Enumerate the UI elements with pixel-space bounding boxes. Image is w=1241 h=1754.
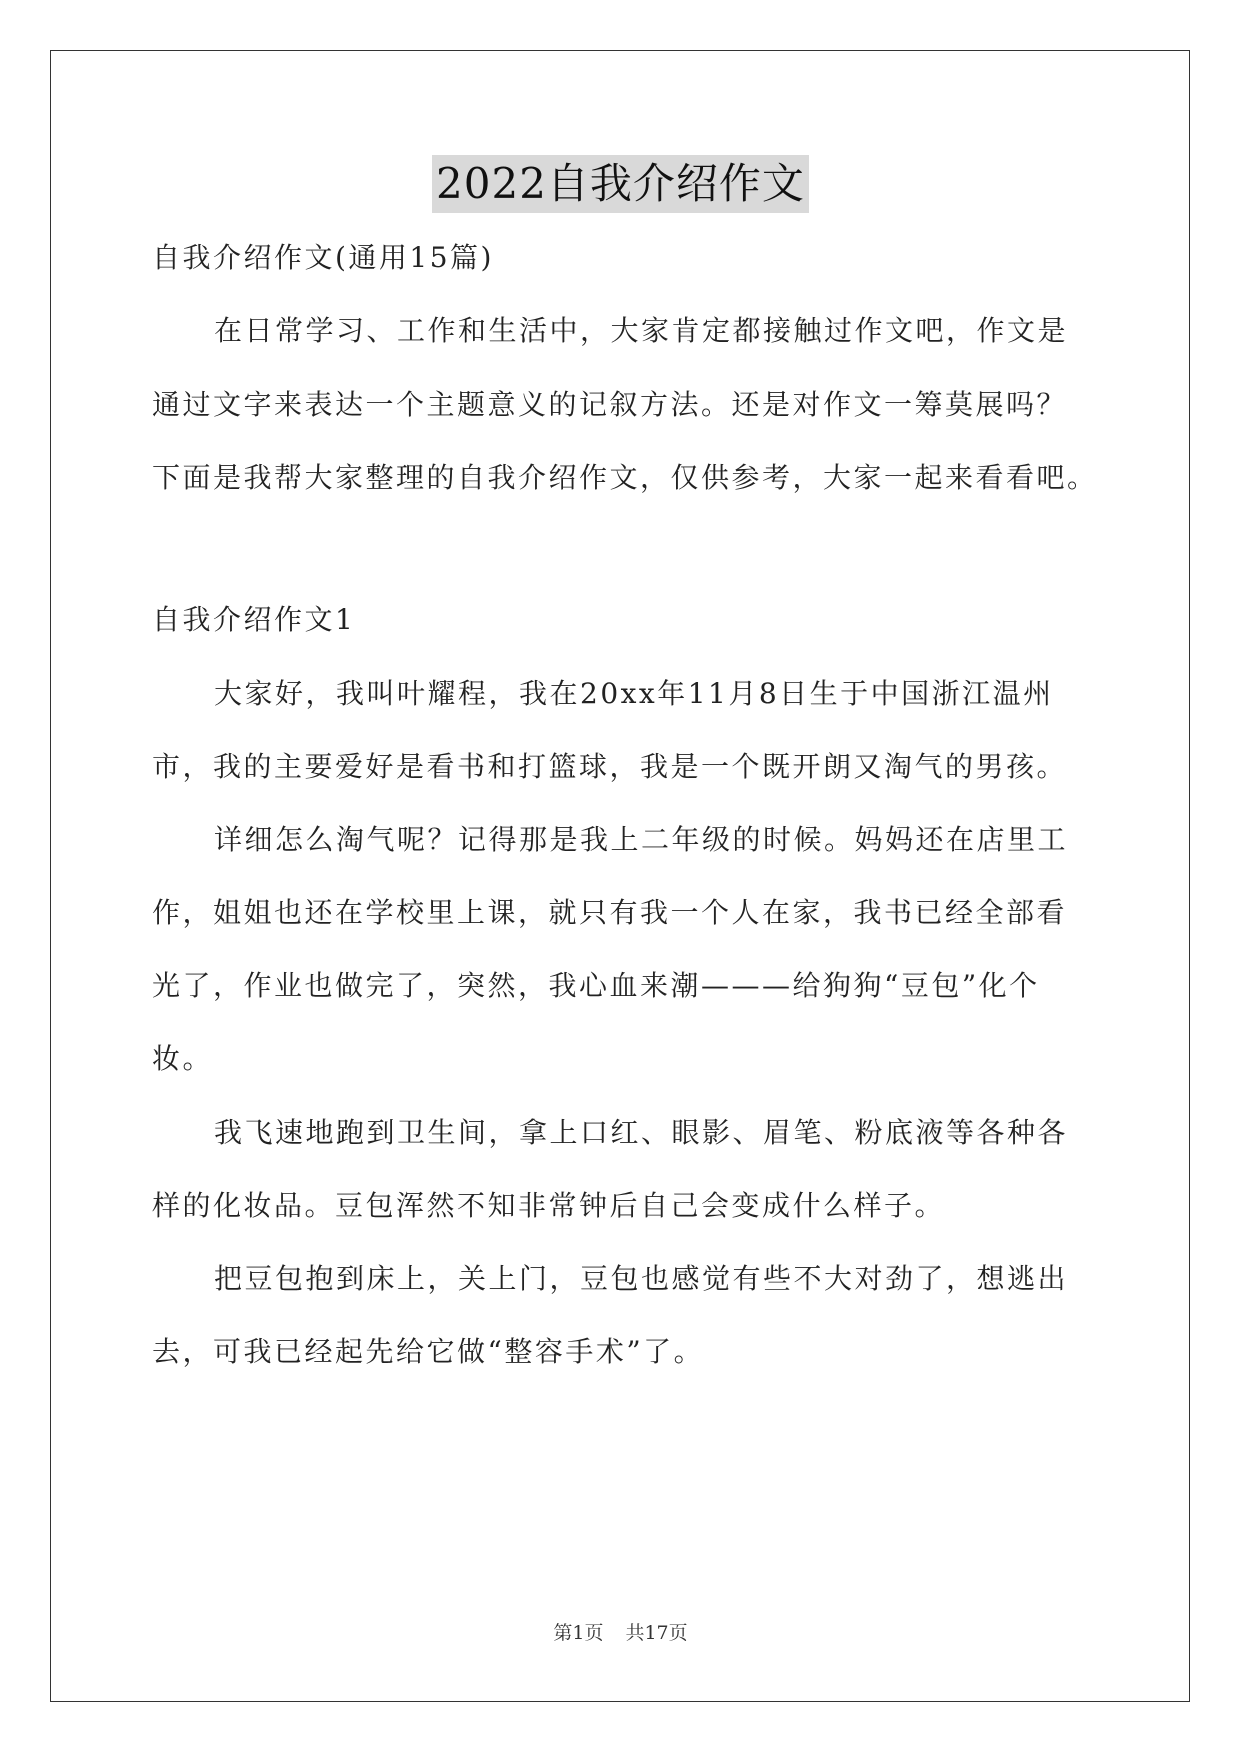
body-line-10: 去，可我已经起先给它做“整容手术”了。 (152, 1335, 705, 1368)
body-line-9: 把豆包抱到床上，关上门，豆包也感觉有些不大对劲了，想逃出 (214, 1262, 1069, 1295)
body-line-7: 我飞速地跑到卫生间，拿上口红、眼影、眉笔、粉底液等各种各 (214, 1116, 1069, 1149)
page-border (50, 50, 1190, 1702)
section-heading: 自我介绍作文1 (152, 603, 356, 636)
intro-line-1: 在日常学习、工作和生活中，大家肯定都接触过作文吧，作文是 (214, 314, 1069, 347)
body-line-3: 详细怎么淘气呢？记得那是我上二年级的时候。妈妈还在店里工 (214, 823, 1069, 856)
page-number: 第1页 (553, 1622, 604, 1644)
page-total: 共17页 (625, 1622, 688, 1644)
intro-line-2: 通过文字来表达一个主题意义的记叙方法。还是对作文一筹莫展吗？ (152, 388, 1068, 421)
subtitle: 自我介绍作文(通用15篇) (152, 241, 494, 274)
document-title: 2022自我介绍作文 (432, 155, 809, 213)
body-line-4: 作，姐姐也还在学校里上课，就只有我一个人在家，我书已经全部看 (152, 896, 1068, 929)
body-line-8: 样的化妆品。豆包浑然不知非常钟后自己会变成什么样子。 (152, 1189, 946, 1222)
intro-line-3: 下面是我帮大家整理的自我介绍作文，仅供参考，大家一起来看看吧。 (152, 461, 1098, 494)
body-line-2: 市，我的主要爱好是看书和打篮球，我是一个既开朗又淘气的男孩。 (152, 750, 1068, 783)
body-line-1: 大家好，我叫叶耀程，我在20xx年11月8日生于中国浙江温州 (214, 677, 1054, 710)
page-footer (0, 1618, 1241, 1645)
title-container (0, 155, 1241, 213)
body-line-6: 妆。 (152, 1042, 214, 1075)
body-line-5: 光了，作业也做完了，突然，我心血来潮———给狗狗“豆包”化个 (152, 969, 1040, 1002)
